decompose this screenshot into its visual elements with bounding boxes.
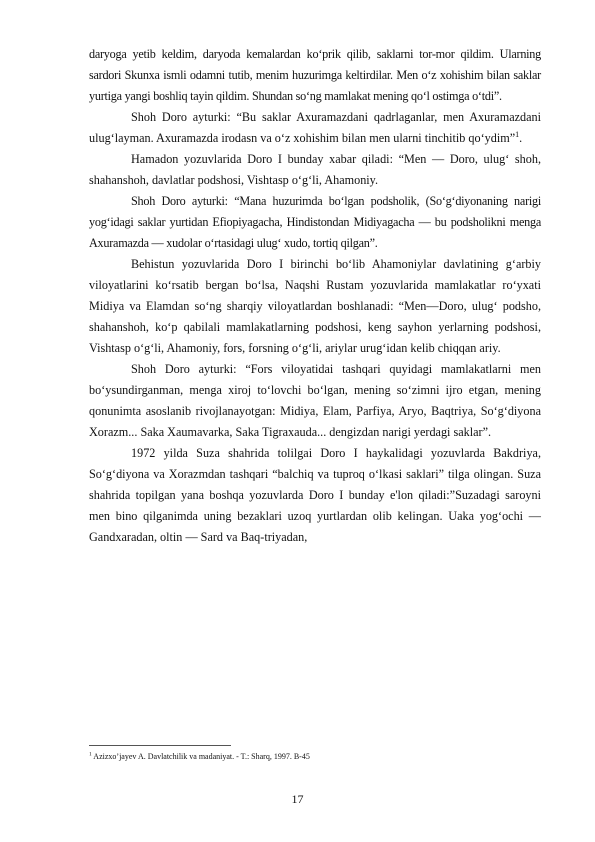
paragraph-2-end: . (519, 131, 523, 145)
footnote-text: Azizxo’jayev A. Davlatchilik va madaniyat. - T.: Sharq, 1997. B-45 (91, 752, 310, 761)
paragraph-4: Shoh Doro ayturki: “Mana huzurimda bo‘lgan podsholik, (So‘g‘diyonaning narigi yog‘idagi saklar yurtidan Efiopiyagacha, Hindistondan Midiyagacha — bu podsholikni menga Axuramazda — xudolar o‘rtasidagi ulug‘ xudo, tortiq qilgan”. (89, 194, 541, 250)
paragraph-2-text: Shoh Doro ayturki: “Bu saklar Axuramazdani qadrlaganlar, men Axuramazdani ulug‘layman. Axuramazda irodasn va o‘z xohishim bilan men ularni tinchitib qo‘ydim” (89, 110, 541, 145)
paragraph-7: 1972 yilda Suza shahrida tolilgai Doro I haykalidagi yozuvlarda Bakdriya, So‘g‘diyona va Xorazmdan tashqari “balchiq va tuproq o‘lkasi saklari” tilga olingan. Suza shahrida topilgan yana boshqa yozuvlarda Doro I bunday e'lon qiladi:”Suzadagi saroyni men bino qilganimda uning bezaklari uzoq yurtlardan olib kelingan. Uaka yog‘ochi — Gandxaradan, oltin — Sard va Baq-triyadan, (89, 446, 541, 544)
paragraph-6: Shoh Doro ayturki: “Fors viloyatidai tashqari quyidagi mamlakatlarni men bo‘ysundirganman, menga xiroj to‘lovchi bo‘lgan, mening so‘zimni ijro etgan, mening qonunimta asoslanib rivojlanayotgan: Midiya, Elam, Parfiya, Aryo, Baqtriya, So‘g‘diyona Xorazm... Saka Xaumavarka, Saka Tigraxauda... dengizdan narigi yerdagi saklar”. (89, 362, 541, 439)
footnote (89, 751, 541, 762)
footnote-divider (89, 745, 231, 746)
paragraph-3: Hamadon yozuvlarida Doro I bunday xabar qiladi: “Men — Doro, ulug‘ shoh, shahanshoh, davlatlar podshosi, Vishtasp o‘g‘li, Ahamoniy. (89, 152, 541, 187)
paragraph-2 (89, 107, 541, 149)
paragraph-1: daryoga yetib keldim, daryoda kemalardan ko‘prik qilib, saklarni tor-mor qildim. Ularning sardori Skunxa ismli odamni tutib, menim huzurimga keltirdilar. Men o‘z xohishim bilan saklar yurtiga yangi boshliq tayin qildim. Shundan so‘ng mamlakat mening qo‘l ostimga o‘tdi”. (89, 47, 541, 103)
document-body (89, 44, 541, 548)
footnote-reference: 1 (515, 129, 520, 139)
footnote-mark: 1 (89, 751, 92, 758)
page-number: 17 (291, 792, 304, 806)
paragraph-5: Behistun yozuvlarida Doro I birinchi bo‘lib Ahamoniylar davlatining g‘arbiy viloyatlarini ko‘rsatib bergan bo‘lsa, Naqshi Rustam yozuvlarida mamlakatlar ro‘yxati Midiya va Elamdan so‘ng sharqiy viloyatlardan boshlanadi: “Men—Doro, ulug‘ podsho, shahanshoh, ko‘p qabilali mamlakatlarning podshosi, keng sayhon yerlarning podshosi, Vishtasp o‘g‘li, Ahamoniy, fors, forsning o‘g‘li, ariylar urug‘idan kelib chiqqan ariy. (89, 257, 541, 355)
